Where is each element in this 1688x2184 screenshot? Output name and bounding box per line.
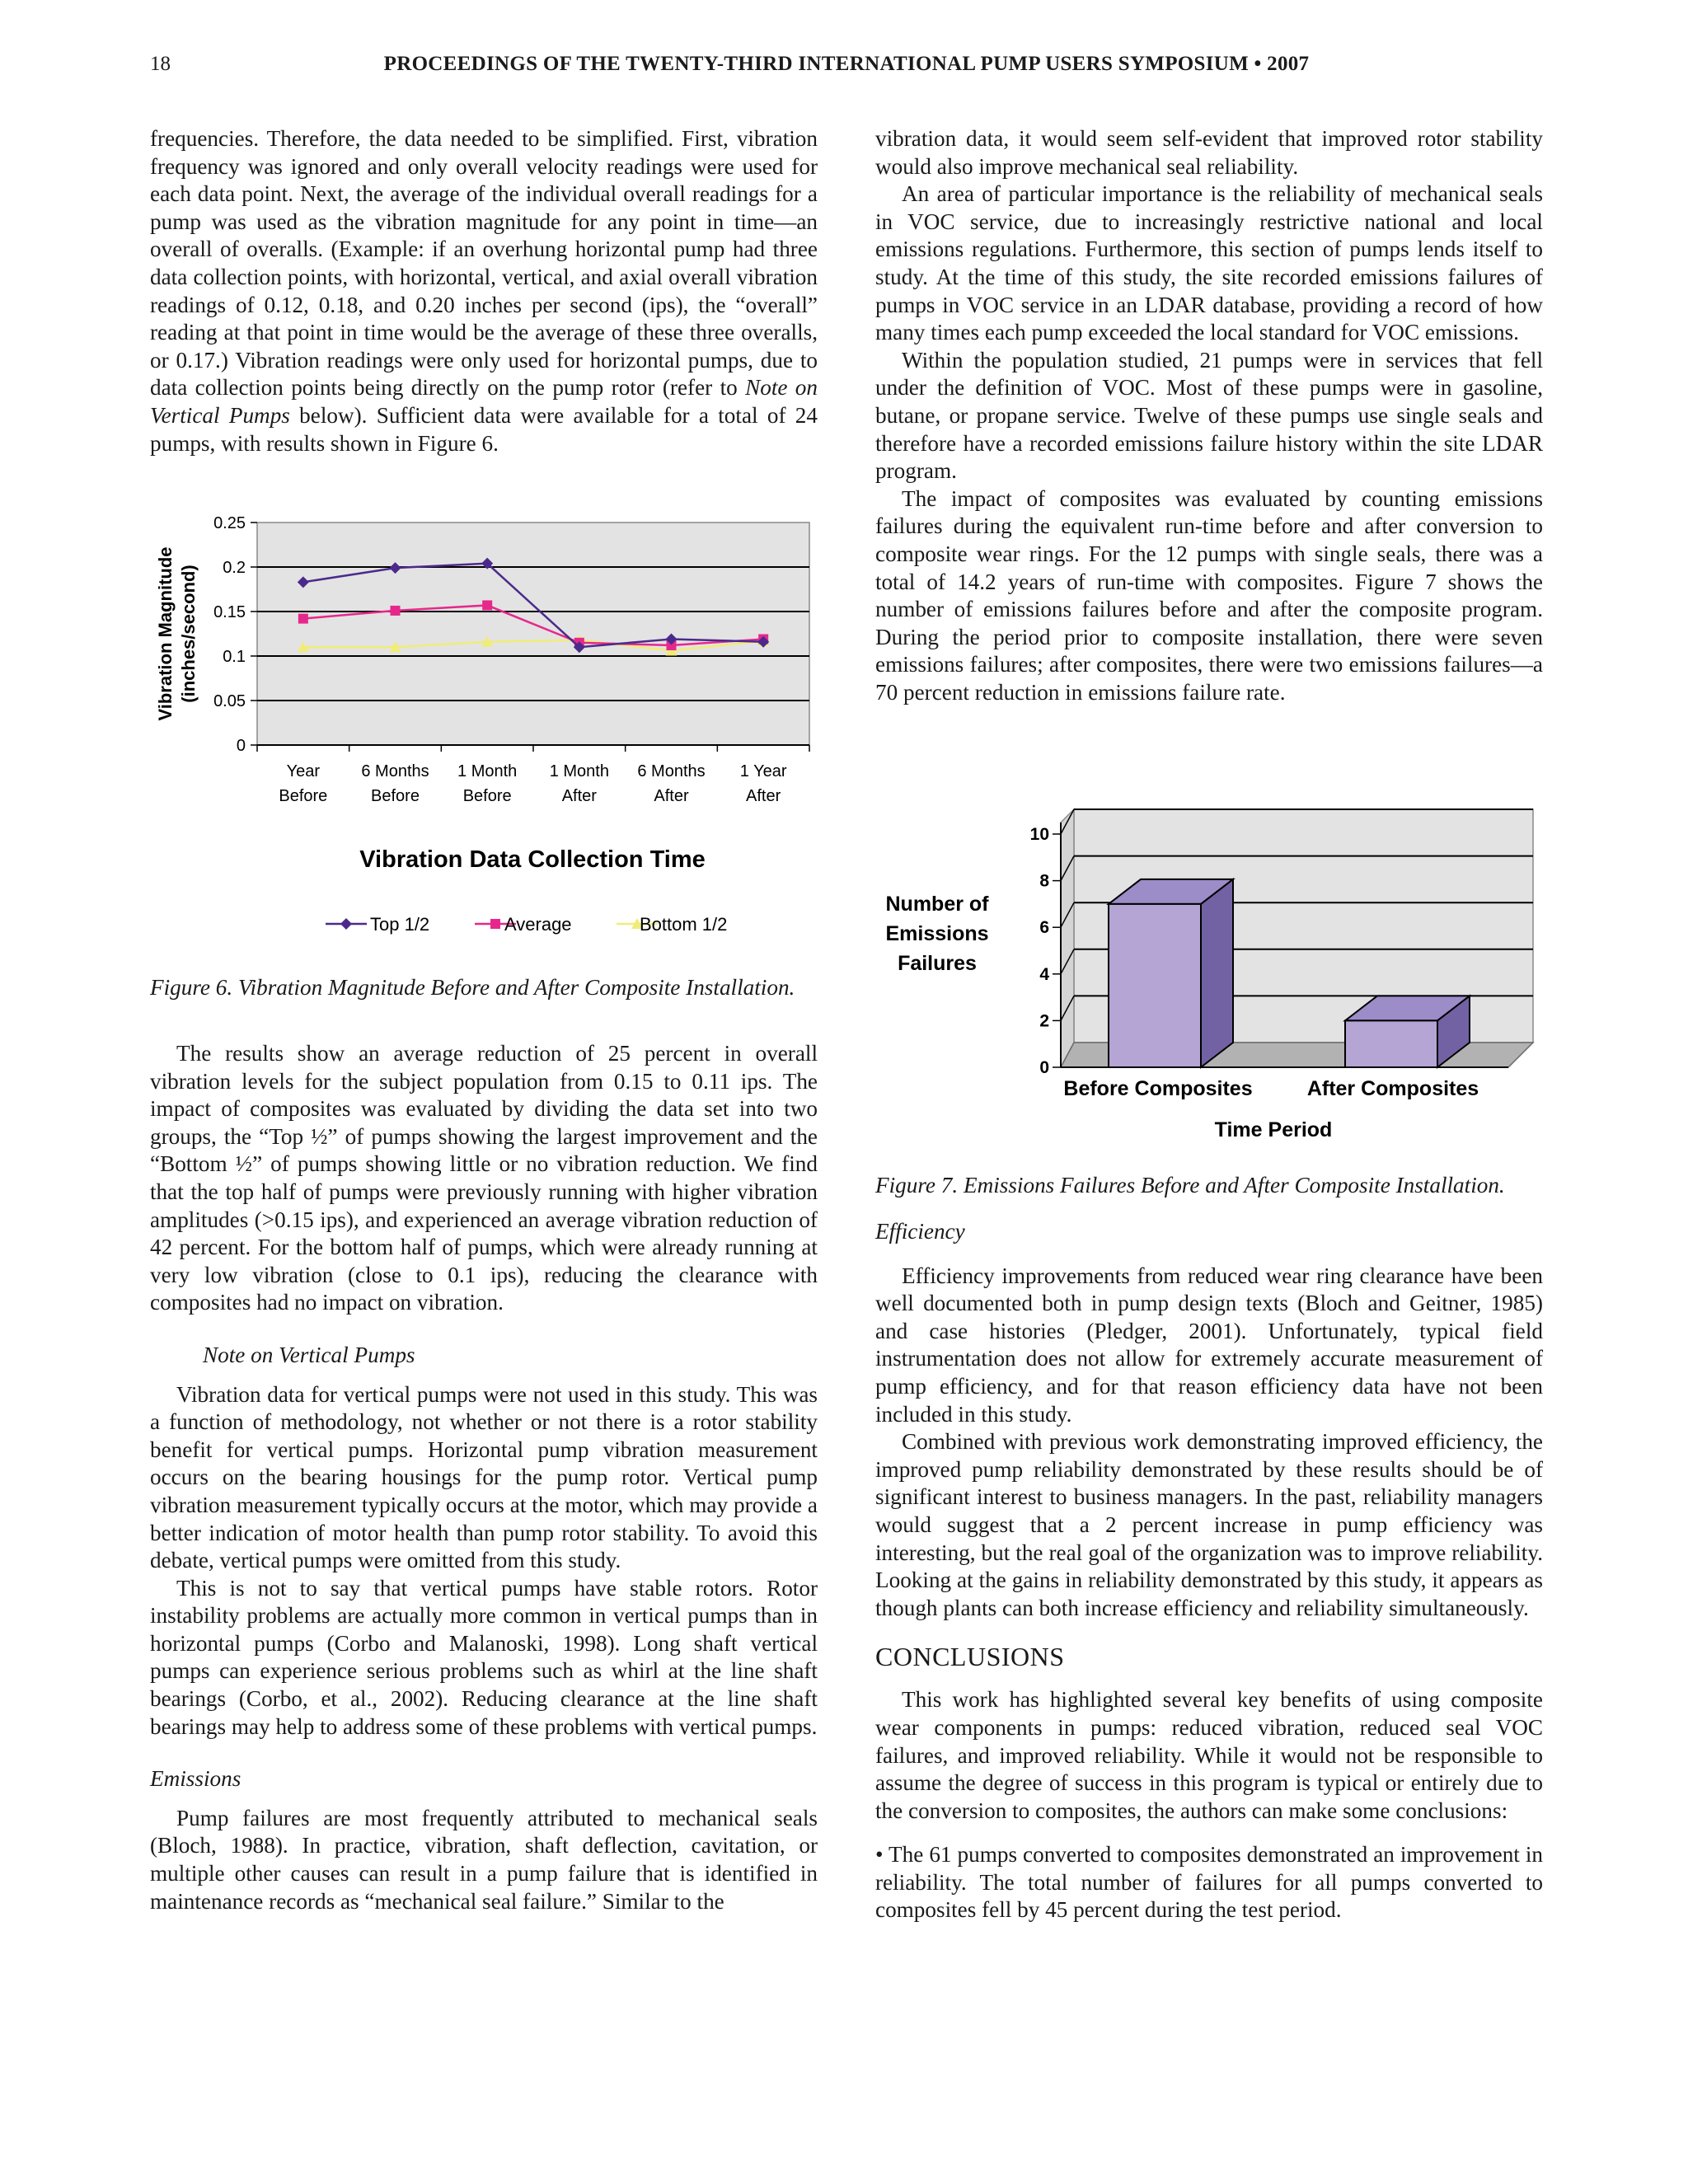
x-tick-label: 1 Month	[549, 762, 609, 780]
right-paragraph-5: Efficiency improvements from reduced wear ring clearance have been well documented both in pump design texts (Bloch and Geitner, 1985) and case histories (Pledger, 2001). Unfortunately, typical field instrumentation does not allow for extremely accurate measurement of pump efficiency, and for that reason efficiency data have not been included in this study.	[875, 1263, 1543, 1427]
y-tick-label: 0.2	[223, 559, 246, 577]
figure-7-plot	[885, 809, 1533, 1141]
y-tick-label: 8	[1039, 871, 1049, 891]
subhead-efficiency: Efficiency	[875, 1219, 965, 1244]
bar-side	[1201, 879, 1233, 1067]
right-paragraph-2: An area of particular importance is the reliability of mechanical seals in VOC service, due to increasingly restrictive national and local emissions regulations. Furthermore, this section of pumps lends itself to study. At the time of this study, the site recorded emissions failures of pumps in VOC service in an LDAR database, providing a record of how many times each pump exceeded the local standard for VOC emissions.	[875, 181, 1543, 345]
x-tick-label: 1 Year	[739, 762, 787, 780]
x-tick-label: 6 Months	[637, 762, 706, 780]
y-axis-label-line: Number of	[885, 893, 989, 916]
chart-title: Vibration Data Collection Time	[359, 846, 706, 873]
y-tick-label: 0.1	[223, 648, 246, 666]
y-axis-label-line: Vibration Magnitude	[155, 546, 176, 721]
page-number: 18	[150, 53, 171, 75]
page-header	[150, 53, 1543, 86]
left-column-top	[150, 125, 818, 457]
right-paragraph-1: vibration data, it would seem self-evident that improved rotor stability would also improve mechanical seal reliability.	[875, 126, 1543, 179]
data-point	[298, 614, 308, 624]
x-tick-label: Before	[371, 787, 420, 805]
x-tick-label: Before	[279, 787, 328, 805]
left-paragraph-5: Pump failures are most frequently attributed to mechanical seals (Bloch, 1988). In practice, vibration, shaft deflection, cavitation, or multiple other causes can result in a pump failure that is identified in maintenance records as “mechanical seal failure.” Similar to the	[150, 1805, 818, 1914]
x-tick-label: After	[746, 787, 781, 805]
right-paragraph-6: Combined with previous work demonstrating improved efficiency, the improved pump reliability demonstrated by these results should be of significant interest to business managers. In the past, reliability managers would suggest that a 2 percent increase in pump efficiency was interesting, but the real goal of the organization was to improve reliability. Looking at the gains in reliability demonstrated by this study, it appears as though plants can both increase efficiency and reliability simultaneously.	[875, 1429, 1543, 1620]
figure-6-caption: Figure 6. Vibration Magnitude Before and After Composite Installation.	[150, 975, 795, 1000]
side-wall	[1061, 809, 1074, 1067]
legend-marker	[490, 919, 500, 929]
left-paragraph-2: The results show an average reduction of 25 percent in overall vibration levels for the subject population from 0.15 to 0.11 ips. The impact of composites was evaluated by dividing the data set into two groups, the “Top ½” of pumps showing the largest improvement and the “Bottom ½” of pumps showing little or no vibration reduction. We find that the top half of pumps were previously running with higher vibration amplitudes (>0.15 ips), and experienced an average vibration reduction of 42 percent. For the bottom half of pumps, which were already running at very low vibration (close to 0.1 ips), reducing the clearance with composites had no impact on vibration.	[150, 1041, 818, 1315]
left-paragraph-1	[150, 125, 818, 457]
legend-marker	[340, 918, 352, 930]
x-tick-label: 6 Months	[361, 762, 429, 780]
conclusion-bullet-1: • The 61 pumps converted to composites demonstrated an improvement in reliability. The total number of failures for all pumps converted to composites fell by 45 percent during the test period.	[875, 1842, 1543, 1923]
section-title-conclusions: CONCLUSIONS	[875, 1642, 1065, 1672]
left-p1-end: below). Sufficient data were available for a total of 24 pumps, with results shown in Figure 6.	[150, 402, 818, 456]
left-paragraph-3: Vibration data for vertical pumps were not used in this study. This was a function of methodology, not whether or not there is a rotor stability benefit for vertical pumps. Horizontal pump vibration measurement occurs on the bearing housings for the pump rotor. Vertical pump vibration measurement typically occurs at the motor, which may provide a better indication of motor health than pump rotor stability. To avoid this debate, vertical pumps were omitted from this study.	[150, 1381, 818, 1573]
left-p1-italic: Note on Vertical Pumps	[150, 375, 818, 428]
x-tick-label: After	[654, 787, 689, 805]
y-tick-label: 0	[1039, 1058, 1049, 1077]
legend-label: Bottom 1/2	[640, 914, 728, 935]
x-tick-label: Year	[286, 762, 321, 780]
y-tick-label: 10	[1029, 825, 1049, 844]
left-p1-text: frequencies. Therefore, the data needed to be simplified. First, vibration frequency was ignored and only overall velocity readings were used for each data point. Next, the average of the individual overall readings for a pump was used as the vibration magnitude for any point in time—an overall of overalls. (Example: if an overhung horizontal pump had three data collection points, with horizontal, vertical, and axial overall vibration readings of 0.12, 0.18, and 0.20 inches per second (ips), the “overall” reading at that point in time would be the average of these three overalls, or 0.17.) Vibration readings were only used for horizontal pumps, due to data collection points being directly on the pump rotor (refer to	[150, 126, 818, 401]
x-tick-label: 1 Month	[457, 762, 518, 780]
figure-7-chart	[857, 795, 1550, 1150]
y-tick-label: 0.15	[213, 603, 246, 621]
figure-6-chart	[140, 509, 824, 954]
x-tick-label: After	[561, 787, 597, 805]
y-axis-label-line: (inches/second)	[178, 565, 199, 703]
right-column-bottom	[875, 1170, 1543, 1924]
data-point	[482, 600, 492, 610]
bar-front	[1345, 1020, 1437, 1067]
subhead-vertical-pumps: Note on Vertical Pumps	[203, 1342, 415, 1367]
right-paragraph-3: Within the population studied, 21 pumps were in services that fell under the definition of VOC. Most of these pumps were in gasoline, butane, or propane service. Twelve of these pumps use single seals and therefore have a recorded emissions failure history within the site LDAR program.	[875, 347, 1543, 484]
running-title: PROCEEDINGS OF THE TWENTY-THIRD INTERNATIONAL PUMP USERS SYMPOSIUM • 2007	[383, 53, 1310, 75]
legend-label: Average	[504, 914, 572, 935]
x-tick-label: Before Composites	[1063, 1077, 1253, 1100]
y-axis-label-line: Emissions	[885, 922, 989, 945]
x-tick-label: After Composites	[1306, 1077, 1479, 1100]
x-axis-label: Time Period	[1214, 1118, 1333, 1141]
x-tick-label: Before	[462, 787, 512, 805]
y-tick-label: 0.05	[213, 692, 246, 710]
y-axis-label-line: Failures	[898, 952, 977, 975]
figure-6-plot	[155, 514, 809, 935]
left-column-bottom	[150, 972, 818, 1915]
plot-area	[257, 523, 809, 745]
figure-7-caption: Figure 7. Emissions Failures Before and After Composite Installation.	[875, 1173, 1505, 1197]
right-paragraph-7: This work has highlighted several key benefits of using composite wear components in pumps: reduced vibration, reduced seal VOC failures, and improved reliability. While it would not be responsible to assume the degree of success in this program is typical or entirely due to the conversion to composites, the authors can make some conclusions:	[875, 1687, 1543, 1823]
y-tick-label: 2	[1039, 1011, 1049, 1031]
data-point	[391, 606, 401, 616]
y-axis-label	[155, 546, 199, 720]
right-column-top	[875, 125, 1543, 706]
y-tick-label: 6	[1039, 918, 1049, 938]
y-tick-label: 0.25	[213, 514, 246, 532]
y-tick-label: 4	[1039, 964, 1049, 984]
y-tick-label: 0	[236, 737, 246, 755]
bar-front	[1109, 904, 1201, 1067]
right-paragraph-4: The impact of composites was evaluated by counting emissions failures during the equivalent run-time before and after conversion to composite wear rings. For the 12 pumps with single seals, there was a total of 14.2 years of run-time with composites. Figure 7 shows the number of emissions failures before and after the composite program. During the period prior to composite installation, there were seven emissions failures; after composites, there were two emissions failures—a 70 percent reduction in emissions failure rate.	[875, 485, 1543, 705]
legend-label: Top 1/2	[370, 914, 430, 935]
left-paragraph-4: This is not to say that vertical pumps have stable rotors. Rotor instability problems are actually more common in vertical pumps than in horizontal pumps (Corbo and Malanoski, 1998). Long shaft vertical pumps can experience serious problems such as whirl at the line shaft bearings (Corbo, et al., 2002). Reducing clearance at the line shaft bearings may help to address some of these problems with vertical pumps.	[150, 1575, 818, 1739]
subhead-emissions: Emissions	[150, 1766, 241, 1792]
